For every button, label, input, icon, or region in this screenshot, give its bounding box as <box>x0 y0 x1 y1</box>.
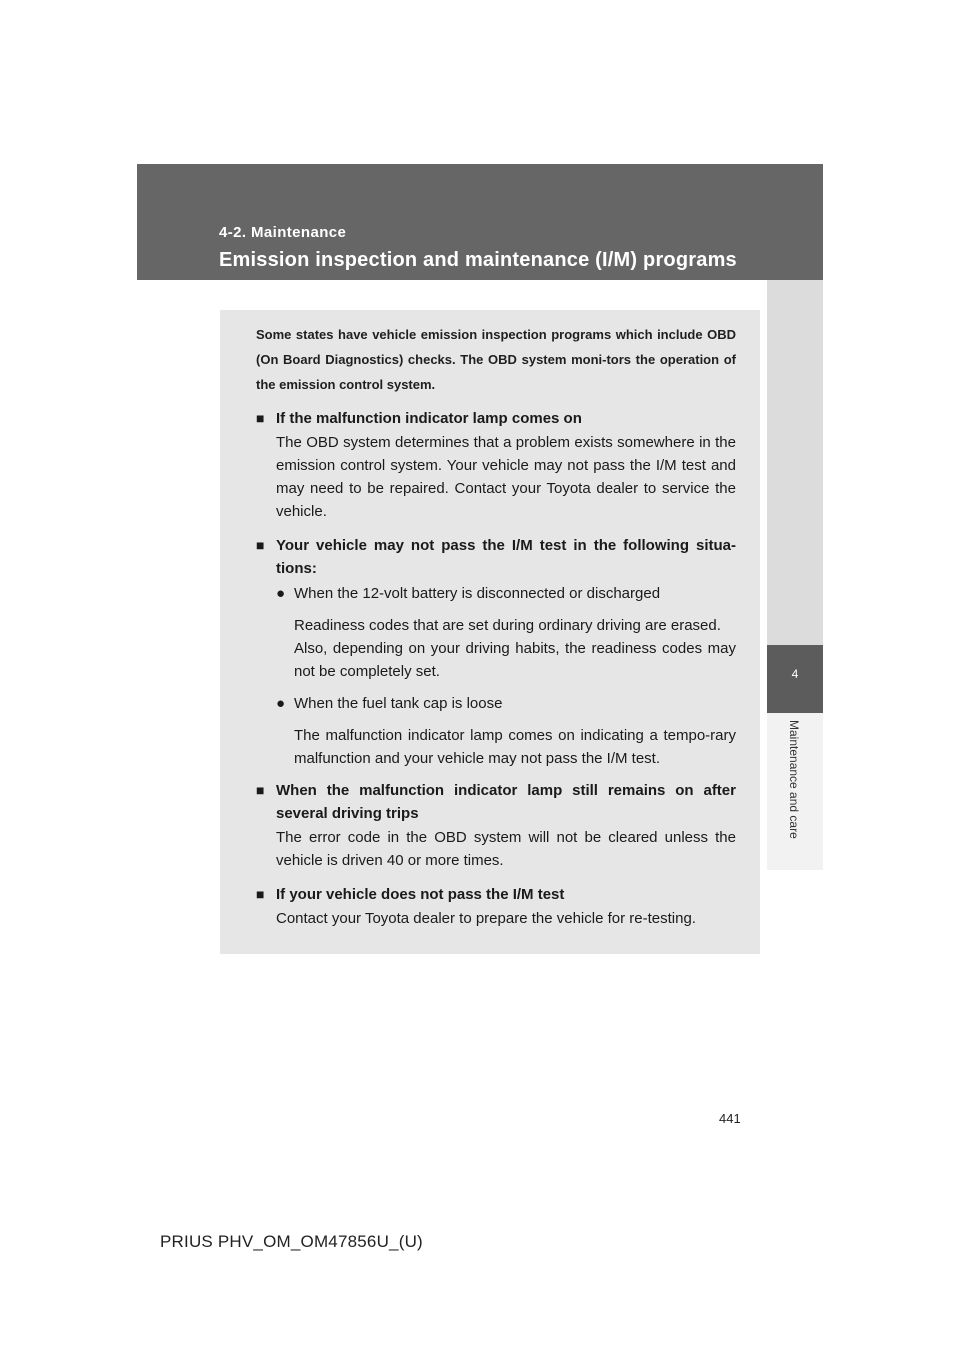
document-footer: PRIUS PHV_OM_OM47856U_(U) <box>160 1232 423 1251</box>
circle-bullet-icon: ● <box>276 695 286 712</box>
bullet-item <box>256 582 736 605</box>
section-heading <box>256 534 736 580</box>
bullet-text: When the fuel tank cap is loose <box>294 695 503 712</box>
section-heading <box>256 779 736 825</box>
section-body: The OBD system determines that a problem exists somewhere in the emission control system. Your vehicle may not pass the I/M test and may need to be repaired. Contact your Toyota dealer to service the vehicle. <box>276 434 736 520</box>
square-bullet-icon: ■ <box>256 886 265 902</box>
bullet-body-line: Also, depending on your driving habits, the readiness codes may not be completely set. <box>294 640 736 680</box>
section-body: The error code in the OBD system will not be cleared unless the vehicle is driven 40 or more times. <box>276 829 736 869</box>
circle-bullet-icon: ● <box>276 585 286 602</box>
content-box <box>220 310 760 954</box>
bullet-body <box>256 614 736 683</box>
page-header <box>137 164 823 280</box>
bullet-body: The malfunction indicator lamp comes on indicating a tempo-rary malfunction and your vehicle may not pass the I/M test. <box>294 727 736 767</box>
intro-text: Some states have vehicle emission inspection programs which include OBD (On Board Diagnostics) checks. The OBD system moni-tors the operation of the emission control system. <box>256 327 736 392</box>
section-body: Contact your Toyota dealer to prepare the vehicle for re-testing. <box>276 910 696 927</box>
square-bullet-icon: ■ <box>256 782 265 798</box>
heading-text: Your vehicle may not pass the I/M test in the following situa-tions: <box>276 537 736 577</box>
section-label: 4-2. Maintenance <box>219 224 347 241</box>
section-heading <box>256 407 736 430</box>
section-heading <box>256 883 736 906</box>
chapter-side-tab <box>767 280 823 870</box>
square-bullet-icon: ■ <box>256 537 265 553</box>
heading-text: When the malfunction indicator lamp still remains on after several driving trips <box>276 782 736 822</box>
bullet-item <box>256 692 736 715</box>
heading-text: If your vehicle does not pass the I/M test <box>276 886 565 903</box>
bullet-text: When the 12-volt battery is disconnected or discharged <box>294 585 661 602</box>
square-bullet-icon: ■ <box>256 410 265 426</box>
bullet-body-line: Readiness codes that are set during ordinary driving are erased. <box>294 617 721 634</box>
chapter-number-tab <box>767 645 823 713</box>
heading-text: If the malfunction indicator lamp comes on <box>276 410 582 427</box>
page-title: Emission inspection and maintenance (I/M) programs <box>219 249 737 271</box>
page-number: 441 <box>719 1111 741 1126</box>
chapter-number: 4 <box>791 667 799 681</box>
tab-top-strip <box>767 280 823 645</box>
chapter-label: Maintenance and care <box>787 720 801 839</box>
